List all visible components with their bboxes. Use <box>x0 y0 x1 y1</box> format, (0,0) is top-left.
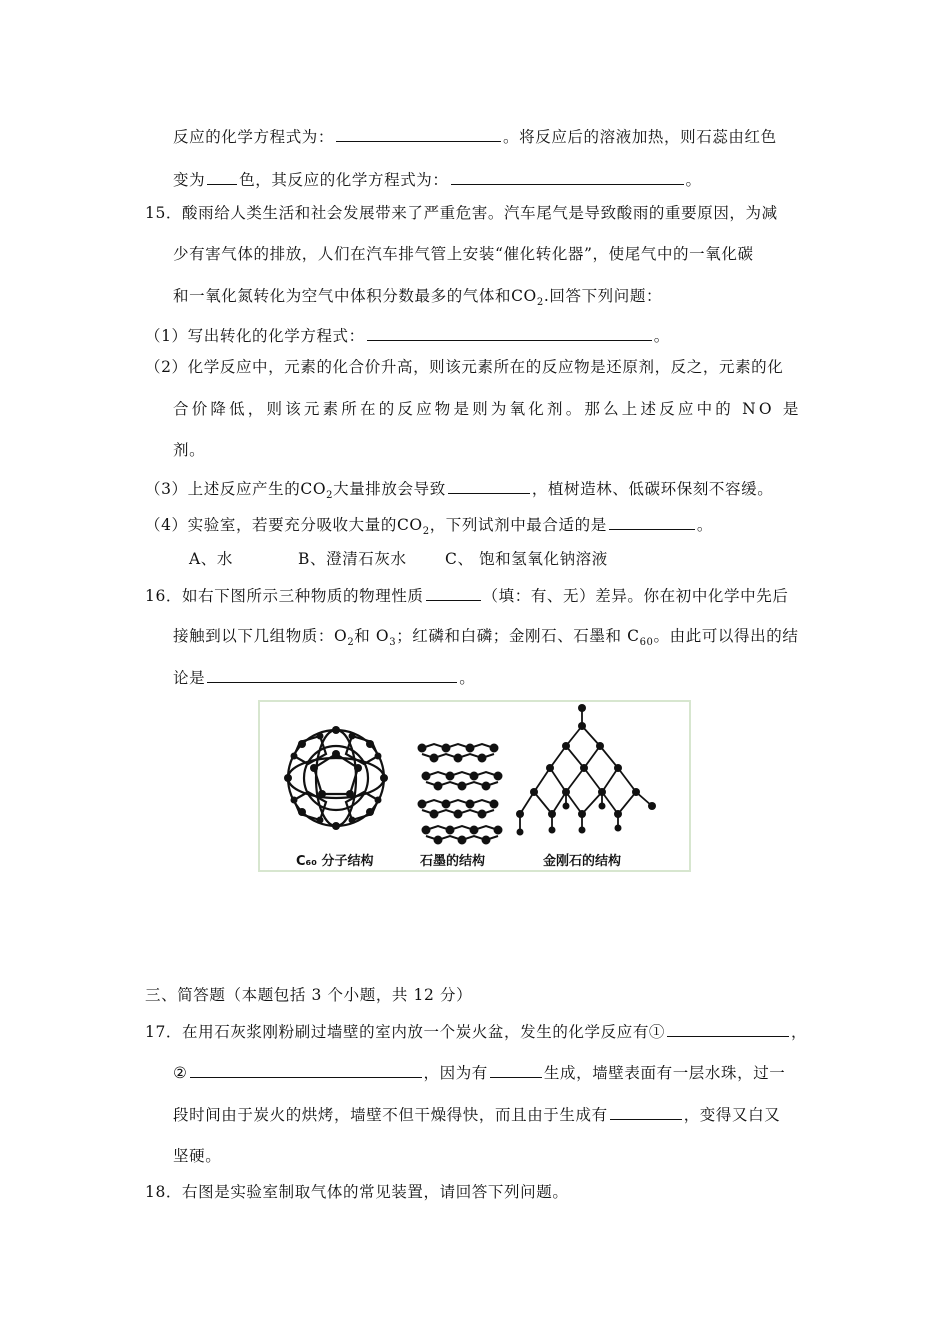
carbon-structures-drawing <box>260 702 689 870</box>
q17-line2: ② ，因为有 生成，墙壁表面有一层水珠，过一 <box>173 1064 786 1082</box>
carbon-structures-figure <box>258 700 691 872</box>
answer-blank[interactable] <box>490 1062 542 1078</box>
answer-blank[interactable] <box>609 514 695 530</box>
answer-blank[interactable] <box>448 478 530 494</box>
q14-line2: 变为 色，其反应的化学方程式为： 。 <box>173 171 702 189</box>
answer-blank[interactable] <box>207 667 457 683</box>
answer-blank[interactable] <box>367 325 652 341</box>
answer-blank[interactable] <box>426 585 481 601</box>
answer-blank[interactable] <box>336 126 501 142</box>
q16-line3: 论是 。 <box>173 669 476 687</box>
q15-part3: （3）上述反应产生的$CO_2$大量排放会导致 ，植树造林、低碳环保刻不容缓。 <box>145 480 774 502</box>
q15-option-b[interactable]: B、澄清石灰水 <box>298 550 407 568</box>
q15-option-c[interactable]: C、 饱和氢氧化钠溶液 <box>445 550 608 568</box>
c60-caption: C₆₀ 分子结构 <box>296 854 374 869</box>
graphite-caption: 石墨的结构 <box>420 854 486 869</box>
answer-blank[interactable] <box>667 1021 789 1037</box>
answer-blank[interactable] <box>207 169 237 185</box>
q17-line4: 坚硬。 <box>173 1147 222 1165</box>
q15-stem-line2: 少有害气体的排放，人们在汽车排气管上安装“催化转化器”，使尾气中的一氧化碳 <box>173 245 754 263</box>
q15-stem-line3: 和一氧化氮转化为空气中体积分数最多的气体和$CO_2$.回答下列问题： <box>173 287 663 309</box>
answer-blank[interactable] <box>610 1104 682 1120</box>
q15-part2-line3: 剂。 <box>173 441 206 459</box>
q15-option-a[interactable]: A、水 <box>189 550 233 568</box>
q15-part4: （4）实验室，若要充分吸收大量的$CO_2$，下列试剂中最合适的是 。 <box>145 516 713 538</box>
q15-part2-line1: （2）化学反应中，元素的化合价升高，则该元素所在的反应物是还原剂，反之，元素的化 <box>145 358 784 376</box>
q17-line1: 17．在用石灰浆刚粉刷过墙壁的室内放一个炭火盆，发生的化学反应有① ， <box>145 1023 808 1041</box>
q15-part2-line2: 合价降低，则该元素所在的反应物是则为氧化剂。那么上述反应中的 NO 是 <box>173 400 802 418</box>
section-heading: 三、简答题（本题包括 3 个小题，共 12 分） <box>145 986 473 1004</box>
diamond-caption: 金刚石的结构 <box>543 854 622 869</box>
graphite-layers-icon <box>419 744 502 844</box>
answer-blank[interactable] <box>451 169 684 185</box>
q16-line1: 16．如右下图所示三种物质的物理性质 （填：有、无）差异。你在初中化学中先后 <box>145 587 789 605</box>
q17-line3: 段时间由于炭火的烘烤，墙壁不但干燥得快，而且由于生成有 ，变得又白又 <box>173 1106 781 1124</box>
q15-stem-line1: 15．酸雨给人类生活和社会发展带来了严重危害。汽车尾气是导致酸雨的重要原因，为减 <box>145 204 778 222</box>
q16-line2: 接触到以下几组物质：$O_2$和 $O_3$；红磷和白磷；金刚石、石墨和 $C_{60}$。由此可以得出的结 <box>173 627 799 649</box>
q18-line1: 18．右图是实验室制取气体的常见装置，请回答下列问题。 <box>145 1183 569 1201</box>
q14-line1: 反应的化学方程式为： 。将反应后的溶液加热，则石蕊由红色 <box>173 128 777 146</box>
q15-part1: （1）写出转化的化学方程式： 。 <box>145 327 670 345</box>
answer-blank[interactable] <box>190 1062 422 1078</box>
